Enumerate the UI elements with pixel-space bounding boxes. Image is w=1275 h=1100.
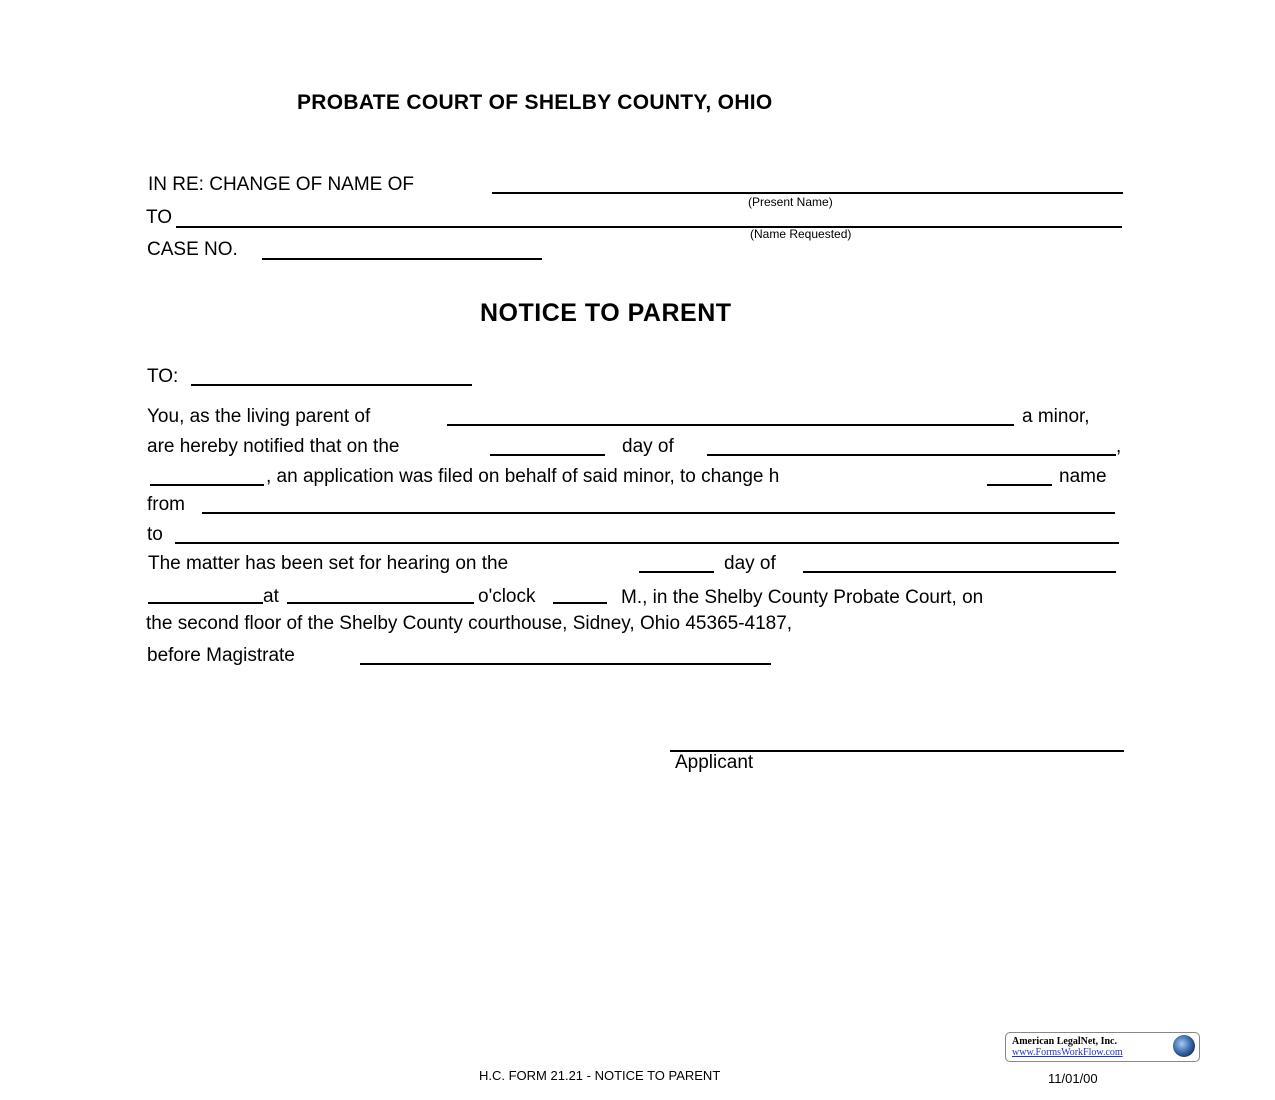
am-pm-field[interactable]	[553, 602, 607, 604]
american-legalnet-logo[interactable]	[1005, 1032, 1200, 1062]
present-name-caption: (Present Name)	[748, 195, 833, 209]
to-name-label: to	[147, 524, 163, 545]
hearing-year-field[interactable]	[148, 602, 263, 604]
in-re-label: IN RE: CHANGE OF NAME OF	[148, 174, 415, 195]
line3-end: name	[1059, 466, 1107, 487]
line2-dayof: day of	[622, 436, 674, 457]
present-name-field[interactable]	[492, 192, 1123, 194]
filed-month-field[interactable]	[707, 454, 1116, 456]
line9-text: before Magistrate	[147, 645, 295, 666]
name-requested-field[interactable]	[176, 226, 1122, 228]
court-name: PROBATE COURT OF SHELBY COUNTY, OHIO	[297, 91, 773, 114]
filed-year-field[interactable]	[150, 484, 264, 486]
form-date: 11/01/00	[1048, 1071, 1098, 1086]
from-label: from	[147, 494, 185, 515]
line6-text: The matter has been set for hearing on the	[148, 553, 509, 574]
magistrate-field[interactable]	[360, 663, 771, 665]
applicant-label: Applicant	[675, 752, 754, 773]
line7-at: at	[263, 586, 279, 607]
line1-end: a minor,	[1022, 406, 1090, 427]
minor-name-field[interactable]	[447, 424, 1014, 426]
recipient-field[interactable]	[191, 384, 472, 386]
globe-icon	[1173, 1035, 1195, 1057]
pronoun-field[interactable]	[987, 484, 1052, 486]
logo-url-link[interactable]: www.FormsWorkFlow.com	[1012, 1047, 1123, 1058]
form-id: H.C. FORM 21.21 - NOTICE TO PARENT	[479, 1068, 721, 1083]
name-requested-caption: (Name Requested)	[750, 227, 852, 241]
hearing-month-field[interactable]	[803, 571, 1116, 573]
line3-text: , an application was filed on behalf of said minor, to change h	[266, 466, 780, 487]
line1-text: You, as the living parent of	[147, 406, 371, 427]
hearing-day-field[interactable]	[639, 571, 714, 573]
line6-dayof: day of	[724, 553, 776, 574]
line8-address: the second floor of the Shelby County courthouse, Sidney, Ohio 45365-4187,	[146, 613, 793, 634]
to-name-field[interactable]	[175, 542, 1119, 544]
hearing-time-field[interactable]	[287, 602, 474, 604]
to-label: TO	[146, 207, 173, 228]
filed-day-field[interactable]	[490, 454, 605, 456]
case-no-field[interactable]	[262, 258, 542, 260]
from-name-field[interactable]	[202, 512, 1115, 514]
line7-oclock: o'clock	[478, 586, 536, 607]
page-title: NOTICE TO PARENT	[480, 299, 732, 327]
line7-rest: M., in the Shelby County Probate Court, on	[621, 587, 984, 608]
logo-company-name: American LegalNet, Inc.	[1012, 1036, 1117, 1047]
line2-text: are hereby notified that on the	[147, 436, 400, 457]
line2-comma: ,	[1116, 436, 1122, 457]
to-recipient-label: TO:	[147, 366, 179, 387]
case-no-label: CASE NO.	[147, 239, 238, 260]
